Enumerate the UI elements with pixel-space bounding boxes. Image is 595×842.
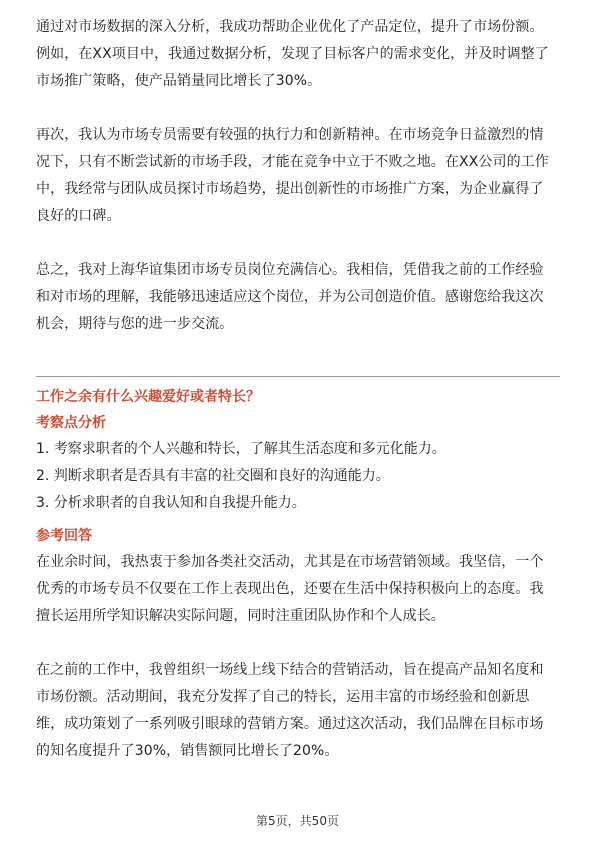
page-number-footer: 第5页，共50页 — [256, 814, 339, 828]
paragraph-data-analysis: 通过对市场数据的深入分析，我成功帮助企业优化了产品定位，提升了市场份额。 例如，在XX项目中，我通过数据分析，发现了目标客户的需求变化，并及时调整了 市场推广策略，使产品销量同比增长了30%。 — [36, 19, 549, 89]
answer-heading: 参考回答 — [36, 528, 92, 544]
qa-section — [36, 384, 560, 765]
paragraph-execution-innovation: 再次，我认为市场专员需要有较强的执行力和创新精神。在市场竞争日益激烈的情 况下，只有不断尝试新的市场手段，才能在竞争中立于不败之地。在XX公司的工作 中，我经常与团队成员探讨市场趋势，提出创新性的市场推广方案，为企业赢得了 良好的口碑。 — [36, 127, 549, 224]
analysis-item: 3. 分析求职者的自我认知和自我提升能力。 — [36, 495, 306, 511]
analysis-item: 1. 考察求职者的个人兴趣和特长，了解其生活态度和多元化能力。 — [36, 441, 446, 457]
answer-paragraph: 在业余时间，我热衷于参加各类社交活动，尤其是在市场营销领域。我坚信，一个 优秀的市场专员不仅要在工作上表现出色，还要在生活中保持积极向上的态度。我 擅长运用所学知识解决实际问题，同时注重团队协作和个人成长。 — [36, 554, 544, 624]
question-heading: 工作之余有什么兴趣爱好或者特长？ — [36, 389, 260, 405]
paragraph-gap — [36, 230, 560, 257]
analysis-heading: 考察点分析 — [36, 415, 106, 431]
analysis-item: 2. 判断求职者是否具有丰富的社交圈和良好的沟通能力。 — [36, 468, 390, 484]
paragraph-conclusion: 总之，我对上海华谊集团市场专员岗位充满信心。我相信，凭借我之前的工作经验 和对市场的理解，我能够迅速适应这个岗位，并为公司创造价值。感谢您给我这次 机会，期待与您的进一步交流。 — [36, 262, 544, 332]
section-divider — [36, 376, 560, 377]
answer-paragraph: 在之前的工作中，我曾组织一场线上线下结合的营销活动，旨在提高产品知名度和 市场份额。活动期间，我充分发挥了自己的特长，运用丰富的市场经验和创新思 维，成功策划了一系列吸引眼球的营销方案。通过这次活动，我们品牌在目标市场 的知名度提升了30%，销售额同比增长了20%。 — [36, 662, 544, 759]
paragraph-gap — [36, 630, 560, 657]
top-text-block — [36, 14, 560, 338]
paragraph-gap — [36, 95, 560, 122]
